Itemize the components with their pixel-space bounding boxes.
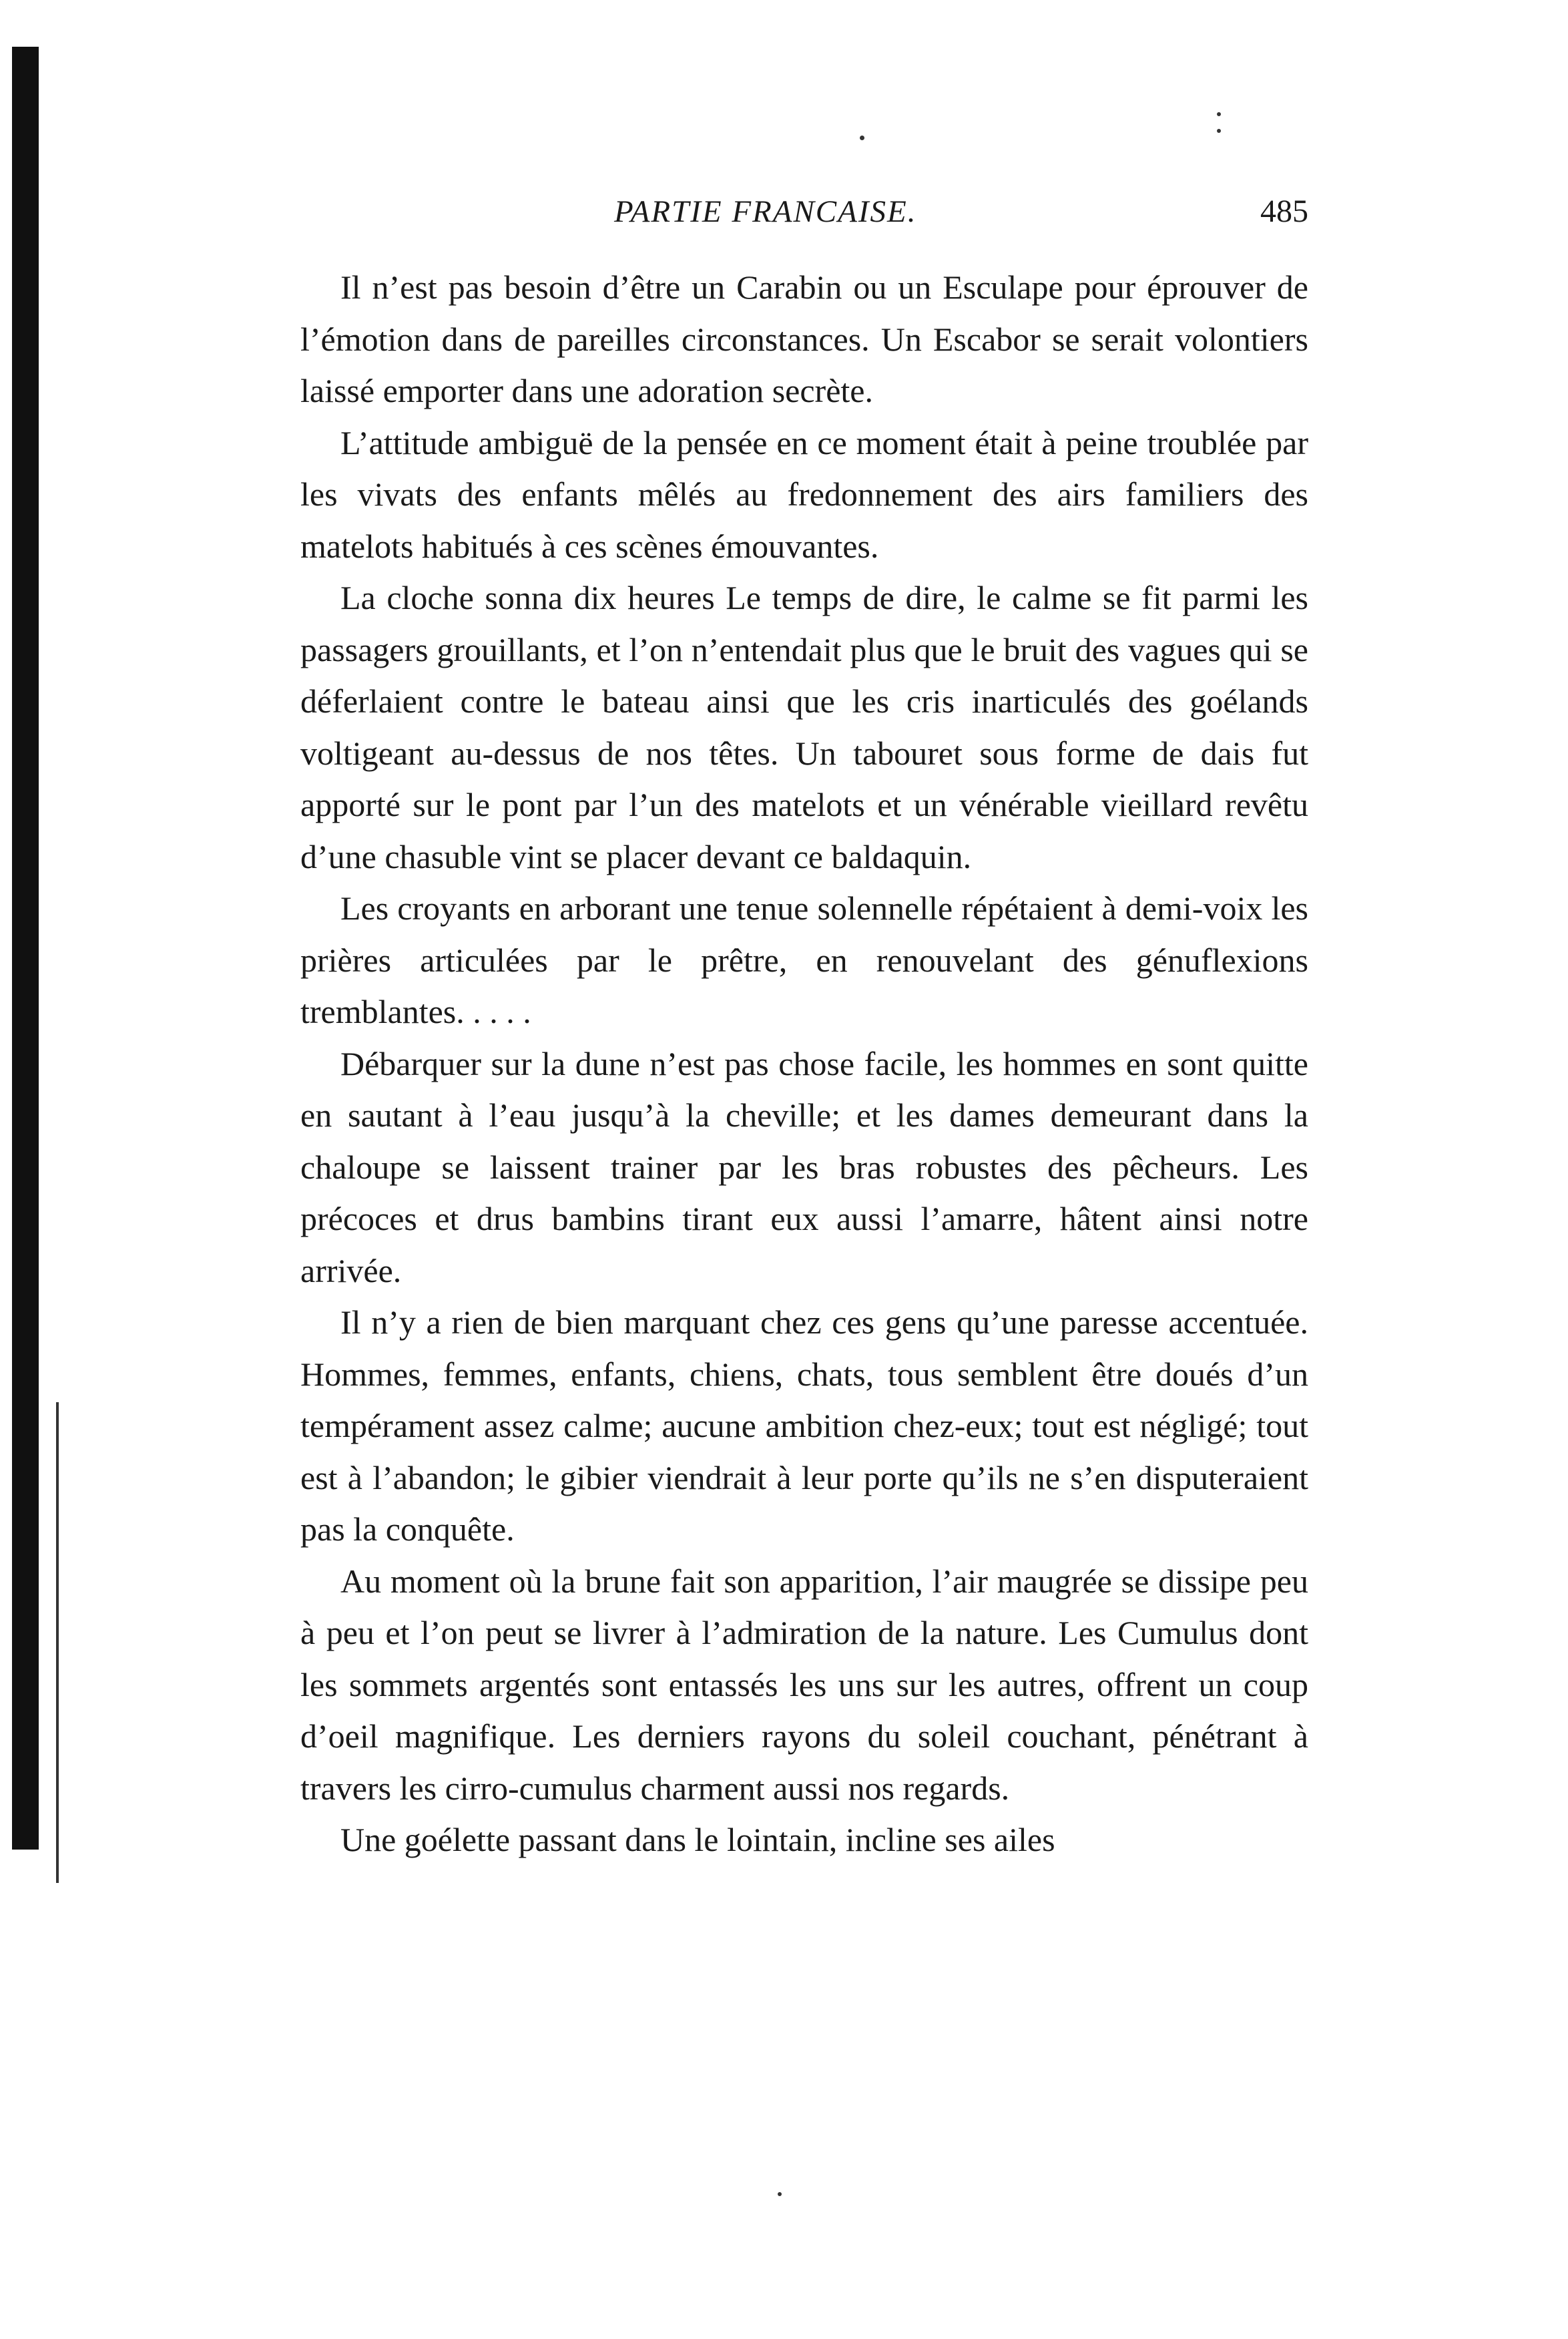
running-title: PARTIE FRANCAISE.: [614, 194, 917, 229]
print-speck: [1217, 112, 1221, 116]
running-head: [300, 188, 1308, 235]
paragraph: Les croyants en arborant une tenue solennelle répétaient à demi-voix les prières articulées par le prêtre, en renouvelant des génuflexions tremblantes. . . . .: [300, 889, 1308, 1030]
paragraph: Une goélette passant dans le lointain, incline ses ailes: [340, 1821, 1055, 1858]
print-speck: [778, 2192, 782, 2196]
print-speck: [1217, 129, 1221, 133]
paragraph: La cloche sonna dix heures Le temps de dire, le calme se fit parmi les passagers grouillants, et l’on n’entendait plus que le bruit des vagues qui se déferlaient contre le bateau ainsi que les cris inarticulés des goélands voltigeant au-dessus de nos têtes. Un tabouret sous forme de dais fut apporté sur le pont par l’un des matelots et un vénérable vieillard revêtu d’une chasuble vint se placer devant ce baldaquin.: [300, 579, 1308, 875]
body-text: [300, 262, 1308, 1866]
paragraph: Débarquer sur la dune n’est pas chose facile, les hommes en sont quitte en sautant à l’eau jusqu’à la cheville; et les dames demeurant dans la chaloupe se laissent trainer par les bras robustes des pêcheurs. Les précoces et drus bambins tirant eux aussi l’amarre, hâtent ainsi notre arrivée.: [300, 1044, 1308, 1289]
paragraph: Au moment où la brune fait son apparition, l’air maugrée se dissipe peu à peu et l’on peut se livrer à l’admiration de la nature. Les Cumulus dont les sommets argentés sont entassés les uns sur les autres, offrent un coup d’oeil magnifique. Les derniers rayons du soleil couchant, pénétrant à travers les cirro-cumulus charment aussi nos regards.: [300, 1562, 1308, 1807]
binding-edge-line: [56, 1402, 59, 1883]
page-number: 485: [1260, 194, 1308, 229]
paragraph: Il n’y a rien de bien marquant chez ces gens qu’une paresse accentuée. Hommes, femmes, enfants, chiens, chats, tous semblent être doués d’un tempérament assez calme; aucune ambition chez-eux; tout est négligé; tout est à l’abandon; le gibier viendrait à leur porte qu’ils ne s’en disputeraient pas la conquête.: [300, 1303, 1308, 1548]
paragraph: L’attitude ambiguë de la pensée en ce moment était à peine troublée par les vivats des enfants mêlés au fredonnement des airs familiers des matelots habitués à ces scènes émouvantes.: [300, 423, 1308, 565]
paragraph: Il n’est pas besoin d’être un Carabin ou un Esculape pour éprouver de l’émotion dans de pareilles circonstances. Un Escabor se serait volontiers laissé emporter dans une adoration secrète.: [300, 268, 1308, 409]
print-speck: [860, 136, 864, 140]
binding-shadow: [12, 47, 39, 1850]
